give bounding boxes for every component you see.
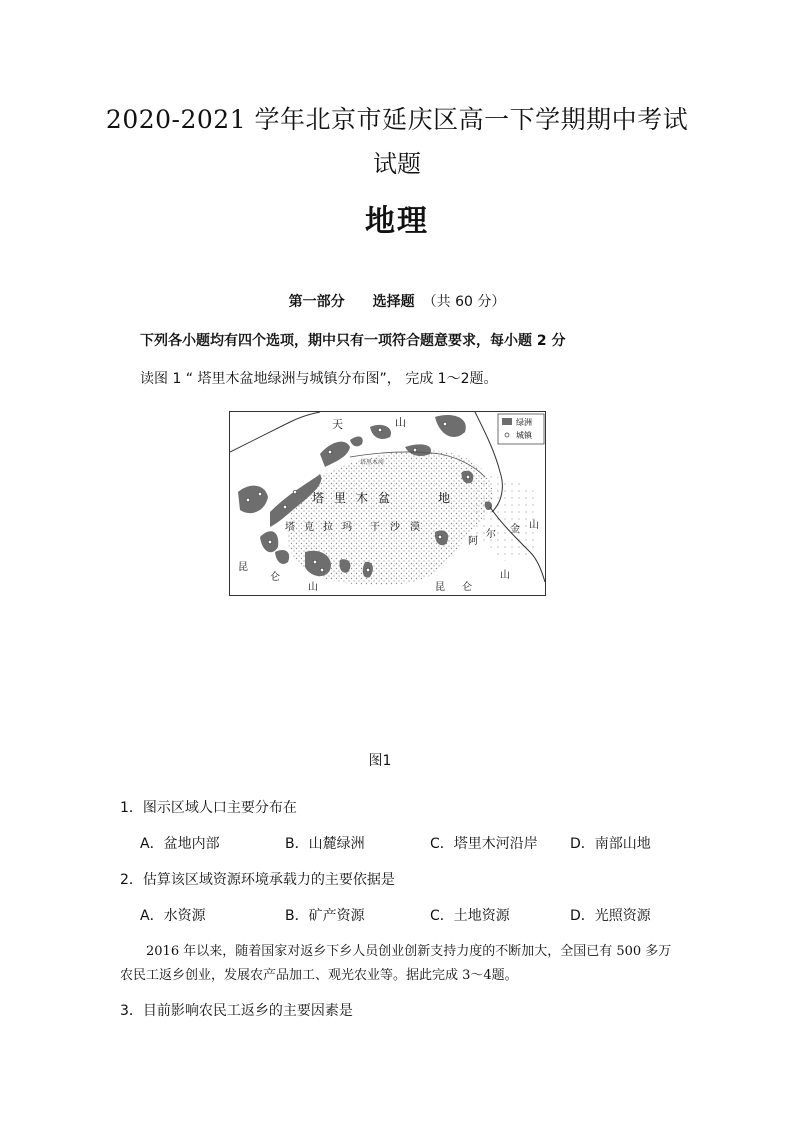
question-2-options bbox=[140, 905, 651, 925]
section-note: （共 60 分） bbox=[422, 294, 506, 310]
q2-option-c: C．土地资源 bbox=[430, 908, 510, 924]
label-basin-5: 地 bbox=[438, 491, 451, 505]
question-2-stem: 2．估算该区域资源环境承载力的主要依据是 bbox=[120, 872, 395, 888]
q2-option-b: B．矿产资源 bbox=[285, 908, 365, 924]
section-part: 第一部分 bbox=[288, 294, 345, 310]
boundary-line-nw bbox=[230, 412, 320, 452]
label-tian: 天 bbox=[332, 418, 343, 431]
label-shan-top: 山 bbox=[395, 416, 406, 429]
label-shan-left: 山 bbox=[308, 582, 318, 593]
question-3-stem: 3．目前影响农民工返乡的主要因素是 bbox=[120, 1003, 353, 1019]
legend-town-label: 城镇 bbox=[516, 431, 532, 440]
label-aerjin-1: 阿 bbox=[468, 536, 478, 547]
question-1-stem: 1．图示区域人口主要分布在 bbox=[120, 800, 297, 816]
label-desert-2: 克 bbox=[304, 522, 314, 533]
page-title: 2020-2021 学年北京市延庆区高一下学期期中考试 bbox=[105, 105, 689, 134]
tarim-basin-map bbox=[229, 411, 546, 596]
section-heading bbox=[0, 291, 794, 311]
legend-town-swatch bbox=[505, 433, 509, 437]
label-basin-1: 塔 bbox=[312, 491, 325, 505]
legend-oasis-label: 绿洲 bbox=[516, 418, 532, 427]
label-lun-left: 仑 bbox=[270, 572, 280, 583]
map-legend bbox=[498, 414, 544, 444]
label-kun-left: 昆 bbox=[238, 562, 248, 573]
label-basin-3: 木 bbox=[356, 491, 369, 505]
q2-option-a: A．水资源 bbox=[140, 908, 206, 924]
label-desert-1: 塔 bbox=[285, 522, 295, 533]
label-tarim-river: 塔里木河 bbox=[360, 459, 385, 466]
figure-caption: 图1 bbox=[368, 753, 392, 769]
section-name: 选择题 bbox=[372, 294, 415, 310]
label-kunlun-right-3: 山 bbox=[500, 570, 510, 581]
subject-title: 地理 bbox=[365, 204, 429, 239]
map-svg bbox=[230, 412, 545, 595]
reading-passage: 2016 年以来，随着国家对返乡下乡人员创业创新支持力度的不断加大，全国已有 500 多万农民工返乡创业，发展农产品加工、观光农业等。据此完成 3～4题。 bbox=[120, 944, 672, 983]
label-aerjin-2: 尔 bbox=[486, 529, 496, 540]
label-kunlun-right-2: 仑 bbox=[462, 582, 472, 593]
question-1-options bbox=[140, 833, 651, 853]
label-desert-7: 漠 bbox=[410, 522, 420, 533]
q1-option-b: B．山麓绿洲 bbox=[285, 836, 365, 852]
read-prompt: 读图 1 “ 塔里木盆地绿洲与城镇分布图”， 完成 1～2题。 bbox=[140, 371, 498, 387]
q2-option-d: D．光照资源 bbox=[570, 908, 651, 924]
q1-option-a: A．盆地内部 bbox=[140, 836, 220, 852]
label-aerjin-4: 山 bbox=[529, 520, 539, 531]
label-basin-2: 里 bbox=[334, 491, 347, 505]
label-aerjin-3: 金 bbox=[510, 524, 520, 535]
q1-option-d: D．南部山地 bbox=[570, 836, 651, 852]
label-desert-6: 沙 bbox=[390, 522, 400, 533]
label-desert-4: 玛 bbox=[342, 522, 352, 533]
page-title-continued: 试题 bbox=[373, 150, 421, 178]
label-basin-4: 盆 bbox=[378, 491, 391, 505]
label-desert-5: 干 bbox=[370, 522, 380, 533]
label-kunlun-right-1: 昆 bbox=[435, 582, 445, 593]
q1-option-c: C．塔里木河沿岸 bbox=[430, 836, 538, 852]
section-instruction: 下列各小题均有四个选项，期中只有一项符合题意要求，每小题 2 分 bbox=[140, 333, 566, 349]
label-desert-3: 拉 bbox=[323, 522, 333, 533]
legend-oasis-swatch bbox=[502, 418, 512, 425]
